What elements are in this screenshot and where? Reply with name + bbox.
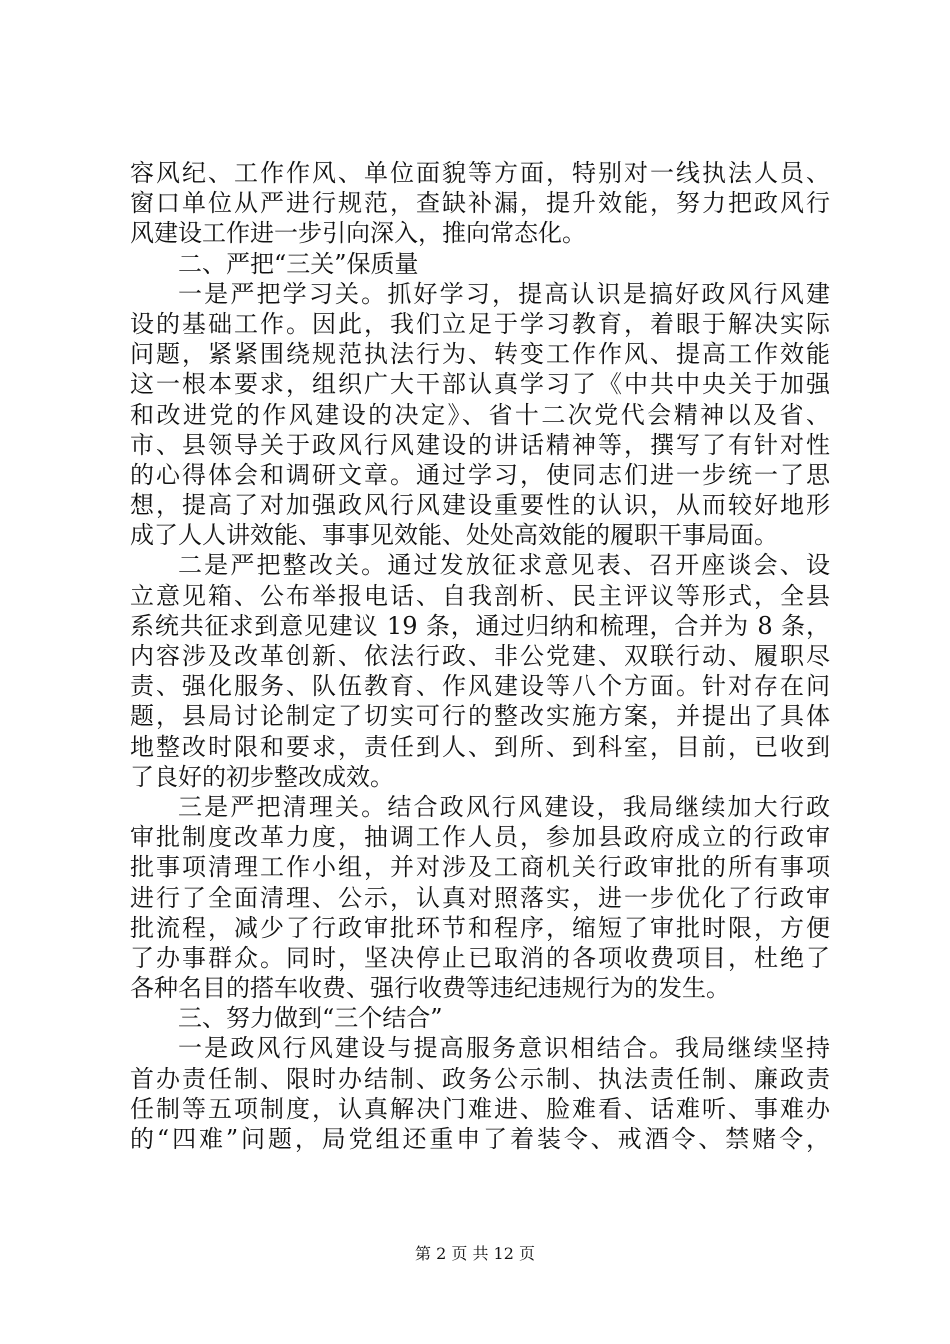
text-line: 想，提高了对加强政风行风建设重要性的认识，从而较好地形 [130, 491, 830, 520]
document-body [130, 158, 830, 1154]
text-line: 三、努力做到“三个结合” [178, 1004, 443, 1033]
text-line: 了办事群众。同时，坚决停止已取消的各项收费项目，杜绝了 [130, 943, 830, 972]
text-line: 二、严把“三关”保质量 [178, 249, 419, 278]
text-line: 的“四难”问题，局党组还重申了着装令、戒酒令、禁赌令， [130, 1125, 830, 1153]
text-line: 三是严把清理关。结合政风行风建设，我局继续加大行政 [178, 792, 830, 821]
text-line: 和改进党的作风建设的决定》、省十二次党代会精神以及省、 [130, 400, 830, 429]
text-line: 立意见箱、公布举报电话、自我剖析、民主评议等形式，全县 [130, 581, 830, 610]
text-line: 审批制度改革力度，抽调工作人员，参加县政府成立的行政审 [130, 823, 830, 852]
text-line: 系统共征求到意见建议 19 条，通过归纳和梳理，合并为 8 条， [130, 611, 830, 640]
text-line: 成了人人讲效能、事事见效能、处处高效能的履职干事局面。 [130, 521, 778, 550]
text-line: 批事项清理工作小组，并对涉及工商机关行政审批的所有事项 [130, 853, 830, 882]
text-line: 批流程，减少了行政审批环节和程序，缩短了审批时限，方便 [130, 913, 830, 942]
text-line: 内容涉及改革创新、依法行政、非公党建、双联行动、履职尽 [130, 642, 830, 670]
text-line: 进行了全面清理、公示，认真对照落实，进一步优化了行政审 [130, 883, 830, 912]
text-line: 市、县领导关于政风行风建设的讲话精神等，撰写了有针对性 [130, 430, 830, 459]
text-line: 任制等五项制度，认真解决门难进、脸难看、话难听、事难办 [130, 1094, 830, 1123]
text-line: 一是严把学习关。抓好学习，提高认识是搞好政风行风建 [178, 279, 830, 308]
page-footer: 第 2 页 共 12 页 [415, 1244, 535, 1263]
text-line: 设的基础工作。因此，我们立足于学习教育，着眼于解决实际 [130, 309, 830, 338]
text-line: 地整改时限和要求，责任到人、到所、到科室，目前，已收到 [130, 732, 830, 761]
text-line: 窗口单位从严进行规范，查缺补漏，提升效能，努力把政风行 [130, 189, 830, 218]
text-line: 风建设工作进一步引向深入，推向常态化。 [130, 219, 586, 248]
text-line: 了良好的初步整改成效。 [130, 762, 394, 791]
text-line: 问题，紧紧围绕规范执法行为、转变工作作风、提高工作效能 [130, 340, 830, 369]
text-line: 的心得体会和调研文章。通过学习，使同志们进一步统一了思 [130, 460, 830, 489]
text-line: 一是政风行风建设与提高服务意识相结合。我局继续坚持 [178, 1034, 830, 1063]
text-line: 责、强化服务、队伍教育、作风建设等八个方面。针对存在问 [130, 672, 830, 701]
text-line: 二是严把整改关。通过发放征求意见表、召开座谈会、设 [178, 551, 830, 580]
text-line: 容风纪、工作作风、单位面貌等方面，特别对一线执法人员、 [130, 159, 830, 187]
text-line: 各种名目的搭车收费、强行收费等违纪违规行为的发生。 [130, 974, 730, 1003]
text-line: 题，县局讨论制定了切实可行的整改实施方案，并提出了具体 [130, 702, 830, 731]
text-line: 这一根本要求，组织广大干部认真学习了《中共中央关于加强 [130, 370, 830, 399]
text-line: 首办责任制、限时办结制、政务公示制、执法责任制、廉政责 [130, 1064, 830, 1093]
